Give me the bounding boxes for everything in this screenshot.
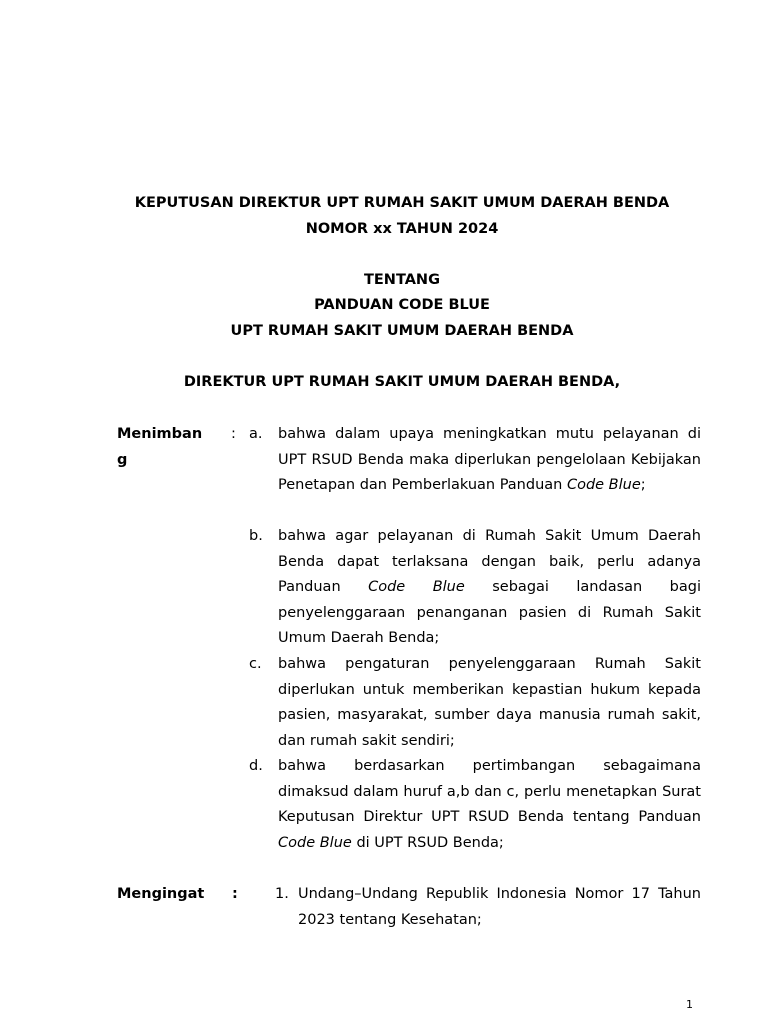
subject-institution: UPT RUMAH SAKIT UMUM DAERAH BENDA	[230, 323, 574, 339]
item-text: bahwa berdasarkan pertimbangan sebagaimana dimaksud dalam huruf a,b dan c, perlu menetapkan Surat Keputusan Direktur UPT RSUD Benda tentang Panduan Code Blue di UPT RSUD Benda;	[278, 758, 701, 851]
item-marker: c.	[249, 656, 262, 672]
menimbang-label	[117, 422, 202, 473]
menimbang-item-d	[249, 754, 701, 856]
decree-number: NOMOR xx TAHUN 2024	[305, 221, 499, 237]
item-marker: b.	[249, 528, 263, 544]
item-text: Undang–Undang Republik Indonesia Nomor 17 Tahun 2023 tentang Kesehatan;	[298, 886, 701, 928]
page-number: 1	[686, 998, 693, 1011]
item-text: bahwa agar pelayanan di Rumah Sakit Umum Daerah Benda dapat terlaksana dengan baik, perlu adanya Panduan Code Blue sebagai landasan bagi penyelenggaraan penanganan pasien di Rumah Sakit Umum Daerah Benda;	[278, 528, 701, 647]
mengingat-item-1	[275, 882, 701, 933]
code-blue-term: Code Blue	[278, 834, 352, 851]
menimbang-item-b	[249, 524, 701, 652]
item-marker: a.	[249, 426, 263, 442]
menimbang-item-c	[249, 652, 701, 754]
menimbang-item-a	[249, 422, 701, 499]
menimbang-label-line1: Menimban	[117, 426, 203, 442]
code-blue-term: Code Blue	[566, 477, 641, 494]
mengingat-label: Mengingat	[117, 886, 205, 902]
code-blue-term: Code Blue	[368, 579, 465, 596]
menimbang-colon: :	[231, 426, 236, 442]
item-text: bahwa pengaturan penyelenggaraan Rumah Sakit diperlukan untuk memberikan kepastian hukum kepada pasien, masyarakat, sumber daya manusia rumah sakit, dan rumah sakit sendiri;	[278, 656, 701, 749]
item-marker: d.	[249, 758, 263, 774]
menimbang-label-line2: g	[117, 451, 128, 468]
decree-title: KEPUTUSAN DIREKTUR UPT RUMAH SAKIT UMUM DAERAH BENDA	[134, 195, 670, 211]
mengingat-colon: :	[232, 886, 238, 902]
tentang-heading: TENTANG	[364, 272, 440, 288]
item-marker: 1.	[275, 886, 289, 902]
item-text: bahwa dalam upaya meningkatkan mutu pelayanan di UPT RSUD Benda maka diperlukan pengelolaan Kebijakan Penetapan dan Pemberlakuan Panduan Code Blue;	[278, 426, 701, 494]
subject-title: PANDUAN CODE BLUE	[314, 297, 490, 313]
director-heading: DIREKTUR UPT RUMAH SAKIT UMUM DAERAH BENDA,	[183, 374, 621, 390]
